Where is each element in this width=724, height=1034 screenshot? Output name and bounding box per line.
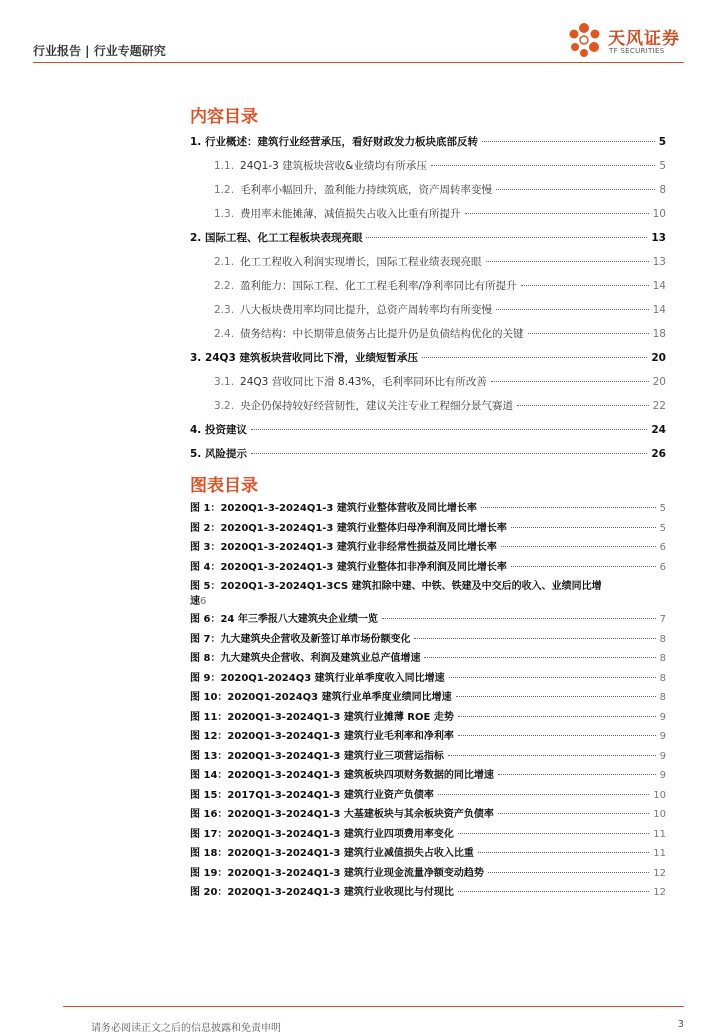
figure-dot-leader — [438, 794, 649, 795]
toc-section-entry[interactable] — [190, 250, 666, 274]
figure-page-number: 8 — [659, 692, 666, 703]
figure-page-number: 11 — [653, 828, 666, 840]
figure-page-number: 11 — [653, 848, 666, 859]
figure-entry[interactable] — [190, 669, 666, 689]
toc-entry-title: 24Q3 营收同比下滑 8.43%，毛利率同环比有所改善 — [240, 376, 487, 388]
figure-page-number: 6 — [659, 542, 666, 553]
footer-divider — [63, 1006, 684, 1007]
toc-dot-leader — [431, 165, 655, 166]
toc-section-entry[interactable] — [190, 154, 666, 178]
report-breadcrumb: 行业报告 | 行业专题研究 — [33, 44, 166, 58]
contents-list — [190, 130, 666, 466]
figure-dot-leader — [458, 716, 656, 717]
toc-entry-title: 24Q1-3 建筑板块营收&业绩均有所承压 — [240, 160, 427, 172]
figure-entry-title: 图 1：2020Q1-3-2024Q1-3 建筑行业整体营收及同比增长率 — [190, 503, 477, 514]
toc-page-number: 10 — [652, 208, 666, 220]
figure-entry-title: 图 15：2017Q1-3-2024Q1-3 建筑行业资产负债率 — [190, 789, 434, 801]
figure-dot-leader — [511, 527, 656, 528]
toc-page-number: 5 — [659, 160, 666, 172]
figure-page-number: 10 — [653, 809, 666, 820]
figure-entry[interactable] — [190, 864, 666, 884]
figure-dot-leader — [414, 638, 655, 639]
figure-entry[interactable] — [190, 499, 666, 519]
figure-entry-title: 图 20：2020Q1-3-2024Q1-3 建筑行业收现比与付现比 — [190, 887, 454, 898]
figure-entry-title: 图 13：2020Q1-3-2024Q1-3 建筑行业三项营运指标 — [190, 750, 444, 762]
figure-entry-title: 图 5：2020Q1-3-2024Q1-3CS 建筑扣除中建、中铁、铁建及中交后的收入、业绩同比增 — [190, 581, 602, 592]
figure-page-number: 5 — [659, 503, 666, 514]
figure-entry[interactable] — [190, 558, 666, 578]
figure-dot-leader — [498, 774, 656, 775]
figure-entry-title: 图 12：2020Q1-3-2024Q1-3 建筑行业毛利率和净利率 — [190, 731, 454, 742]
figure-entry[interactable] — [190, 610, 666, 630]
figure-entry[interactable] — [190, 708, 666, 728]
figures-list — [190, 499, 666, 903]
figure-dot-leader — [382, 618, 656, 619]
page-number: 3 — [677, 1019, 684, 1030]
logo-chinese-name: 天风证券 — [608, 29, 680, 49]
figure-dot-leader — [456, 696, 656, 697]
figure-entry[interactable] — [190, 844, 666, 864]
figure-entry-title: 图 8：九大建筑央企营收、利润及建筑业总产值增速 — [190, 653, 421, 664]
figure-entry-title: 图 6：24 年三季报八大建筑央企业绩一览 — [190, 614, 378, 625]
figure-entry[interactable] — [190, 519, 666, 539]
toc-page-number: 24 — [651, 424, 666, 436]
toc-section-number: 2.1. — [214, 256, 235, 268]
figure-entry-title: 图 7：九大建筑央企营收及新签订单市场份额变化 — [190, 633, 411, 645]
toc-section-number: 1.1. — [214, 160, 235, 172]
figure-dot-leader — [449, 677, 656, 678]
figure-dot-leader — [481, 507, 656, 508]
figure-entry-title: 图 14：2020Q1-3-2024Q1-3 建筑板块四项财务数据的同比增速 — [190, 770, 494, 781]
toc-entry-title: 债务结构：中长期带息债务占比提升仍是负债结构优化的关键 — [240, 328, 524, 340]
toc-page-number: 22 — [652, 400, 666, 412]
figure-dot-leader — [424, 657, 655, 658]
figure-entry-title: 图 10：2020Q1-2024Q3 建筑行业单季度业绩同比增速 — [190, 692, 452, 703]
logo-english-name: TF SECURITIES — [609, 47, 665, 55]
figure-entry[interactable] — [190, 538, 666, 558]
figure-entry[interactable] — [190, 766, 666, 786]
figure-dot-leader — [458, 833, 649, 834]
toc-chapter-entry[interactable] — [190, 346, 666, 370]
toc-dot-leader — [482, 141, 655, 142]
toc-entry-title: 毛利率小幅回升，盈利能力持续筑底，资产周转率变慢 — [240, 184, 493, 196]
figure-entry-continuation — [190, 594, 666, 610]
figure-entry-title: 图 11：2020Q1-3-2024Q1-3 建筑行业摊薄 ROE 走势 — [190, 711, 454, 723]
toc-dot-leader — [528, 333, 649, 334]
figure-entry-title: 图 16：2020Q1-3-2024Q1-3 大基建板块与其余板块资产负债率 — [190, 809, 494, 820]
toc-page-number: 13 — [651, 232, 666, 244]
toc-dot-leader — [251, 429, 647, 430]
toc-dot-leader — [422, 357, 647, 358]
toc-page-number: 5 — [658, 136, 666, 148]
figure-entry-title-cont: 速 — [190, 596, 200, 607]
toc-section-entry[interactable] — [190, 178, 666, 202]
toc-page-number: 14 — [652, 304, 666, 316]
toc-entry-title: 3. 24Q3 建筑板块营收同比下滑，业绩短暂承压 — [190, 352, 418, 364]
toc-page-number: 13 — [652, 256, 666, 268]
figure-page-number: 8 — [659, 653, 666, 664]
toc-page-number: 8 — [659, 184, 666, 196]
figure-entry-title: 图 19：2020Q1-3-2024Q1-3 建筑行业现金流量净额变动趋势 — [190, 867, 484, 879]
figure-dot-leader — [488, 872, 649, 873]
toc-section-number: 2.2. — [214, 280, 235, 292]
figure-dot-leader — [448, 755, 656, 756]
toc-section-entry[interactable] — [190, 274, 666, 298]
figure-dot-leader — [458, 891, 649, 892]
toc-section-number: 3.1. — [214, 376, 235, 388]
toc-page-number: 26 — [651, 448, 666, 460]
toc-entry-title: 5. 风险提示 — [190, 448, 247, 460]
figure-entry[interactable] — [190, 825, 666, 845]
figure-dot-leader — [458, 735, 656, 736]
figure-entry[interactable] — [190, 649, 666, 669]
figure-entry-title: 图 3：2020Q1-3-2024Q1-3 建筑行业非经常性损益及同比增长率 — [190, 542, 497, 553]
flower-logo-icon — [564, 20, 604, 60]
figure-page-number: 6 — [659, 561, 666, 573]
figure-page-number: 10 — [653, 789, 666, 801]
toc-entry-title: 央企仍保持较好经营韧性，建议关注专业工程细分景气赛道 — [240, 400, 514, 412]
toc-dot-leader — [366, 237, 647, 238]
figure-entry[interactable] — [190, 786, 666, 806]
figure-page-number: 12 — [653, 867, 666, 879]
toc-page-number: 18 — [652, 328, 666, 340]
toc-entry-title: 1. 行业概述：建筑行业经营承压，看好财政发力板块底部反转 — [190, 136, 478, 148]
figure-page-number: 9 — [659, 770, 666, 781]
figure-page-number: 7 — [659, 614, 666, 625]
figure-entry[interactable] — [190, 747, 666, 767]
figure-entry[interactable] — [190, 577, 666, 610]
contents-title: 内容目录 — [190, 107, 258, 127]
toc-page-number: 20 — [652, 376, 666, 388]
toc-dot-leader — [496, 309, 649, 310]
toc-chapter-entry[interactable] — [190, 130, 666, 154]
toc-section-entry[interactable] — [190, 370, 666, 394]
toc-chapter-entry[interactable] — [190, 442, 666, 466]
toc-chapter-entry[interactable] — [190, 418, 666, 442]
figure-entry[interactable] — [190, 688, 666, 708]
figure-page-number: 5 — [659, 522, 666, 534]
toc-dot-leader — [517, 405, 649, 406]
toc-entry-title: 盈利能力：国际工程、化工工程毛利率/净利率同比有所提升 — [240, 280, 517, 292]
figure-dot-leader — [511, 566, 656, 567]
figure-page-number: 8 — [659, 633, 666, 645]
figure-page-number: 9 — [659, 731, 666, 742]
toc-section-number: 2.3. — [214, 304, 235, 316]
toc-entry-title: 费用率未能摊薄，减值损失占收入比重有所提升 — [240, 208, 461, 220]
tf-securities-logo — [564, 18, 694, 64]
toc-dot-leader — [251, 453, 647, 454]
toc-section-entry[interactable] — [190, 202, 666, 226]
figure-page-number: 8 — [659, 672, 666, 684]
figure-entry-title: 图 9：2020Q1-2024Q3 建筑行业单季度收入同比增速 — [190, 672, 445, 684]
toc-page-number: 20 — [651, 352, 666, 364]
toc-dot-leader — [521, 285, 649, 286]
figures-title: 图表目录 — [190, 476, 258, 496]
figure-dot-leader — [498, 813, 649, 814]
figure-entry[interactable] — [190, 727, 666, 747]
toc-page-number: 14 — [652, 280, 666, 292]
toc-dot-leader — [486, 261, 649, 262]
figure-page-number: 6 — [200, 596, 207, 607]
toc-section-number: 1.3. — [214, 208, 235, 220]
toc-section-entry[interactable] — [190, 322, 666, 346]
toc-dot-leader — [491, 381, 649, 382]
toc-chapter-entry[interactable] — [190, 226, 666, 250]
figure-page-number: 9 — [659, 711, 666, 723]
figure-entry-title: 图 18：2020Q1-3-2024Q1-3 建筑行业减值损失占收入比重 — [190, 848, 474, 859]
footer-disclaimer: 请务必阅读正文之后的信息披露和免责申明 — [91, 1023, 281, 1034]
toc-section-number: 3.2. — [214, 400, 235, 412]
figure-page-number: 9 — [659, 750, 666, 762]
toc-entry-title: 2. 国际工程、化工工程板块表现亮眼 — [190, 232, 363, 244]
figure-entry[interactable] — [190, 883, 666, 903]
figure-entry[interactable] — [190, 630, 666, 650]
figure-dot-leader — [501, 546, 656, 547]
toc-section-entry[interactable] — [190, 298, 666, 322]
figure-dot-leader — [478, 852, 649, 853]
toc-entry-title: 4. 投资建议 — [190, 424, 247, 436]
toc-entry-title: 化工工程收入利润实现增长，国际工程业绩表现亮眼 — [240, 256, 482, 268]
toc-dot-leader — [465, 213, 649, 214]
figure-entry[interactable] — [190, 805, 666, 825]
toc-dot-leader — [496, 189, 655, 190]
header-divider — [33, 62, 684, 63]
figure-entry-title: 图 4：2020Q1-3-2024Q1-3 建筑行业整体扣非净利润及同比增长率 — [190, 561, 507, 573]
figure-entry-title: 图 2：2020Q1-3-2024Q1-3 建筑行业整体归母净利润及同比增长率 — [190, 522, 507, 534]
toc-section-entry[interactable] — [190, 394, 666, 418]
figure-page-number: 12 — [653, 887, 666, 898]
figure-entry-title: 图 17：2020Q1-3-2024Q1-3 建筑行业四项费用率变化 — [190, 828, 454, 840]
toc-section-number: 1.2. — [214, 184, 235, 196]
toc-section-number: 2.4. — [214, 328, 235, 340]
toc-entry-title: 八大板块费用率均同比提升，总资产周转率均有所变慢 — [240, 304, 493, 316]
